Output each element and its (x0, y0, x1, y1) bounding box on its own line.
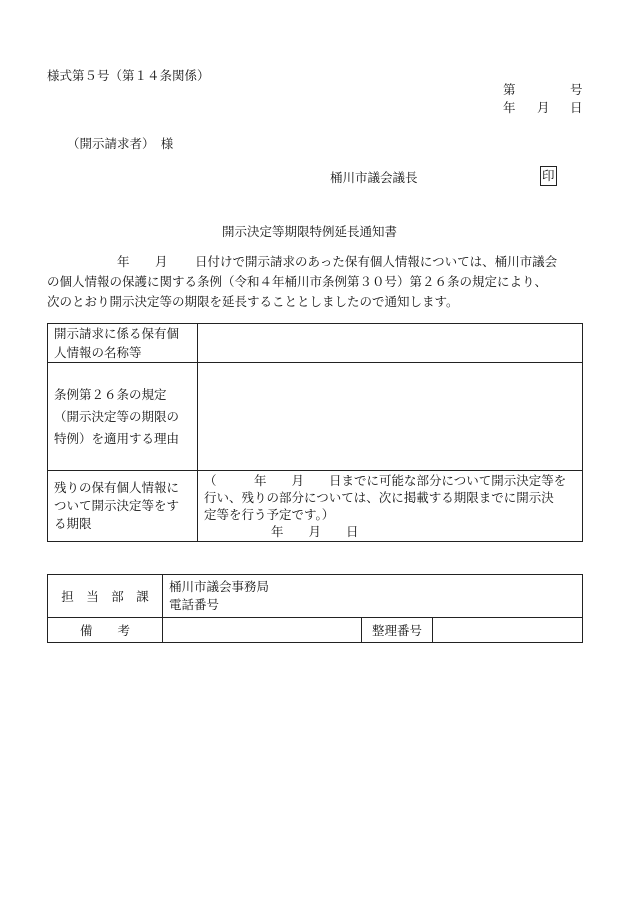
seal-mark: 印 (540, 166, 557, 186)
department-value (163, 575, 583, 618)
body-paragraph (47, 252, 583, 312)
department-label: 担 当 部 課 (48, 575, 163, 618)
remarks-value[interactable] (163, 618, 362, 643)
remaining-deadline-value[interactable] (198, 471, 583, 542)
phone-label: 電話番号 (169, 597, 220, 612)
date-year: 年 (503, 100, 516, 115)
requested-info-value[interactable] (198, 324, 583, 363)
body-line2: の個人情報の保護に関する条例（令和４年桶川市条例第３０号）第２６条の規定により、 (47, 274, 548, 289)
staff-info-table (47, 574, 583, 643)
body-line1: 日付けで開示請求のあった保有個人情報については、桶川市議会 (195, 254, 558, 269)
remarks-label: 備 考 (48, 618, 163, 643)
deadline-text-1: （ 年 月 日までに可能な部分について開示決定等を (204, 473, 567, 488)
deadline-date: 年 月 日 (271, 524, 359, 539)
form-number: 様式第５号（第１４条関係） (47, 68, 210, 83)
deadline-text-2: 行い、残りの部分については、次に掲載する期限までに開示決 (204, 490, 554, 505)
deadline-text-3: 定等を行う予定です。） (204, 507, 335, 522)
doc-number-prefix: 第 (503, 82, 516, 97)
reference-number-label: 整理番号 (362, 618, 433, 643)
addressee: （開示請求者） 様 (67, 136, 174, 151)
sender-title: 桶川市議会議長 (330, 170, 418, 185)
remaining-deadline-label: 残りの保有個人情報に ついて開示決定等をす る期限 (48, 471, 198, 542)
body-month: 月 (155, 254, 168, 269)
date-month: 月 (537, 100, 550, 115)
extension-reason-label: 条例第２６条の規定 （開示決定等の期限の 特例）を適用する理由 (48, 363, 198, 471)
department-name: 桶川市議会事務局 (169, 579, 270, 594)
body-line3: 次のとおり開示決定等の期限を延長することとしましたので通知します。 (47, 294, 459, 309)
extension-reason-value[interactable] (198, 363, 583, 471)
document-title: 開示決定等期限特例延長通知書 (222, 224, 398, 239)
reference-number-value[interactable] (433, 618, 583, 643)
body-year: 年 (117, 254, 130, 269)
extension-details-table (47, 323, 583, 542)
date-day: 日 (570, 100, 583, 115)
requested-info-label: 開示請求に係る保有個 人情報の名称等 (48, 324, 198, 363)
doc-number-suffix: 号 (570, 82, 583, 97)
